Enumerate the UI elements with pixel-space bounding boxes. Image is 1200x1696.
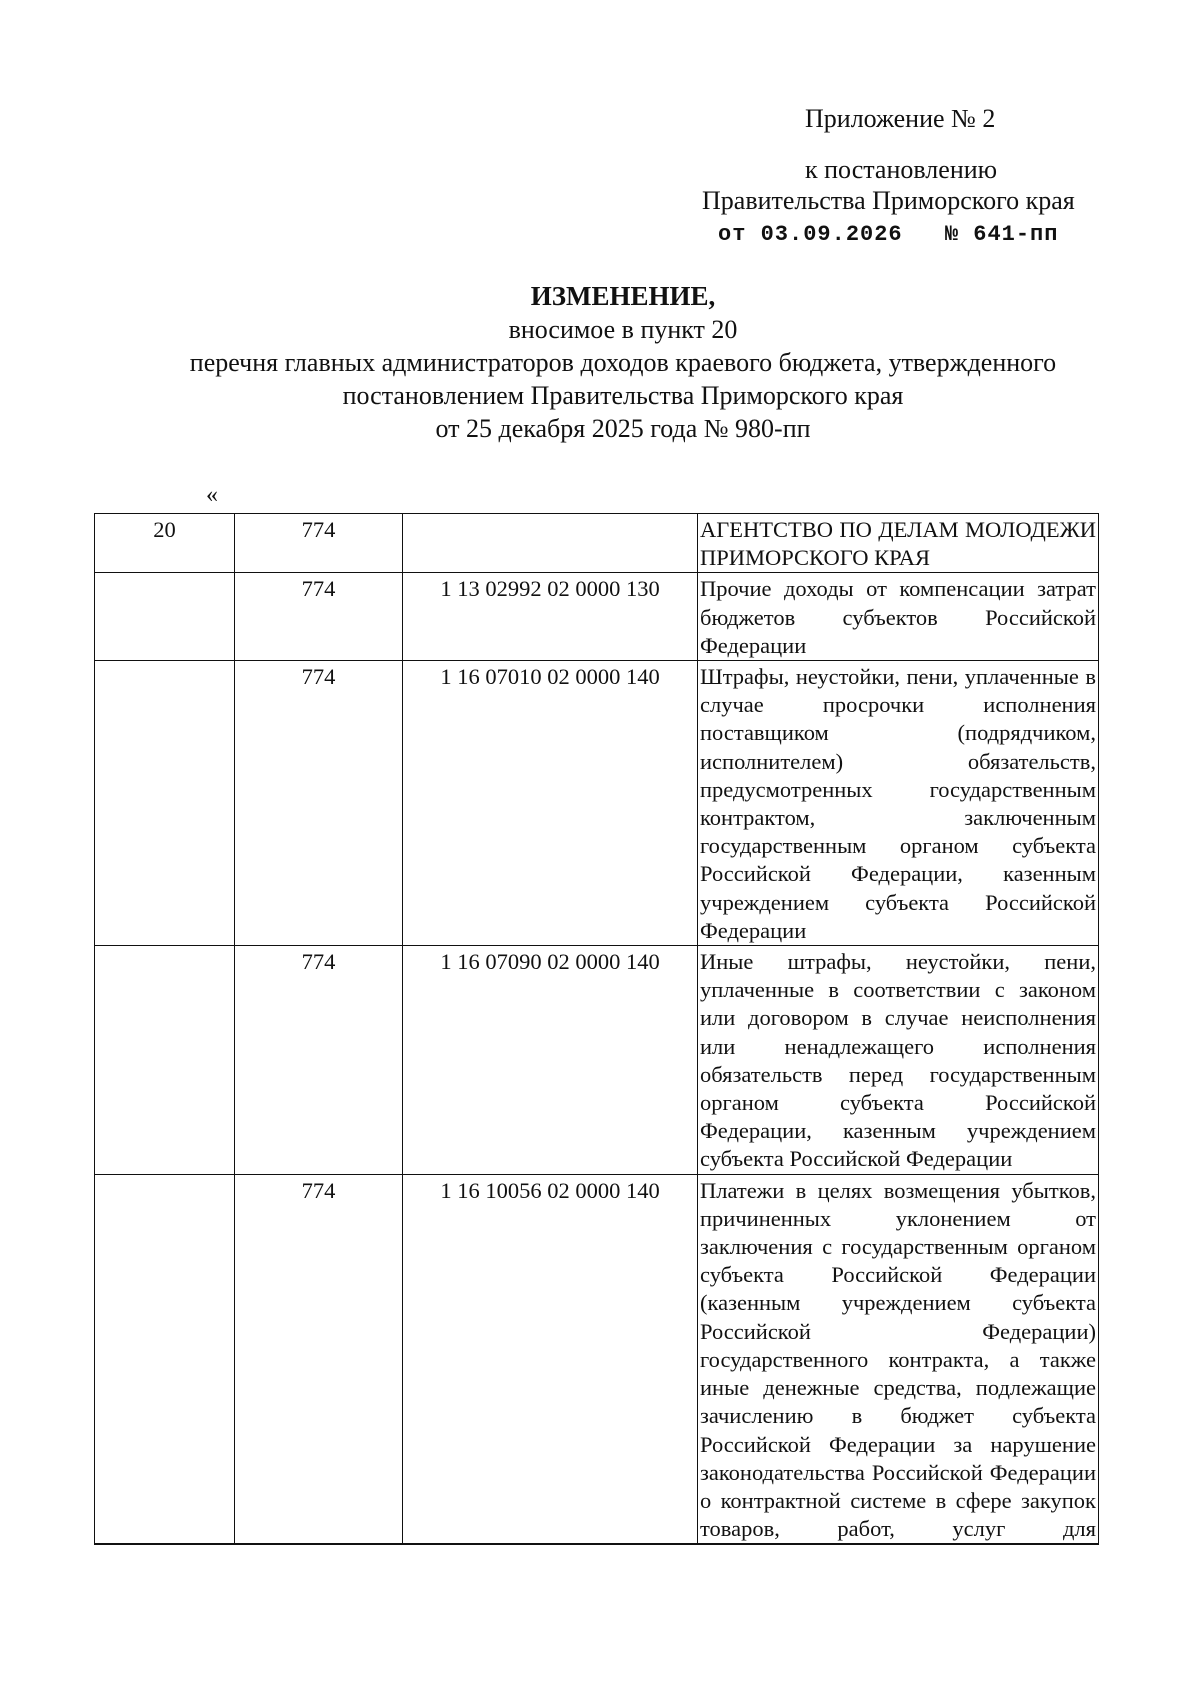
admin-code-cell: 774 — [235, 946, 403, 1175]
row-number-cell: 20 — [95, 514, 235, 573]
admin-code-cell: 774 — [235, 661, 403, 946]
revenue-code-cell: 1 16 10056 02 0000 140 — [403, 1174, 698, 1544]
table-row — [95, 514, 1099, 573]
admin-code-cell: 774 — [235, 1174, 403, 1544]
revenue-name-cell: Штрафы, неустойки, пени, уплаченные в случае просрочки исполнения поставщиком (подрядчиком, исполнителем) обязательств, предусмотренных государственным контрактом, заключенным государственным органом субъекта Российской Федерации, казенным учреждением субъекта Российской Федерации — [698, 661, 1099, 946]
appendix-number: Приложение № 2 — [805, 104, 996, 133]
revenue-name-cell: АГЕНТСТВО ПО ДЕЛАМ МОЛОДЕЖИ ПРИМОРСКОГО КРАЯ — [698, 514, 1099, 573]
table-row — [95, 573, 1099, 661]
table-row — [95, 661, 1099, 946]
admin-code-cell: 774 — [235, 573, 403, 661]
date-prefix: от — [718, 222, 747, 247]
opening-quote: « — [206, 482, 218, 508]
revenue-code-cell: 1 16 07010 02 0000 140 — [403, 661, 698, 946]
revenue-name-cell: Прочие доходы от компенсации затрат бюджетов субъектов Российской Федерации — [698, 573, 1099, 661]
revenue-administrators-table — [94, 513, 1099, 1545]
title-heading: ИЗМЕНЕНИЕ, — [530, 281, 716, 311]
revenue-code-cell: 1 16 07090 02 0000 140 — [403, 946, 698, 1175]
title-line-3: постановлением Правительства Приморского края — [342, 381, 904, 410]
to-resolution-label: к постановлению — [805, 155, 998, 184]
revenue-name-cell: Платежи в целях возмещения убытков, причиненных уклонением от заключения с государственным органом субъекта Российской Федерации (казенным учреждением субъекта Российской Федерации) государственного контракта, а также иные денежные средства, подлежащие зачислению в бюджет субъекта Российской Федерации за нарушение законодательства Российской Федерации о контрактной системе в сфере закупок товаров, работ, услуг для — [698, 1174, 1099, 1544]
revenue-code-cell — [403, 514, 698, 573]
row-number-cell — [95, 661, 235, 946]
title-line-4: от 25 декабря 2025 года № 980-пп — [435, 414, 811, 443]
revenue-code-cell: 1 13 02992 02 0000 130 — [403, 573, 698, 661]
resolution-number: № 641-пп — [944, 222, 1059, 247]
revenue-name-cell: Иные штрафы, неустойки, пени, уплаченные в соответствии с законом или договором в случае неисполнения или ненадлежащего исполнения обязательств перед государственным органом субъекта Российской Федерации, казенным учреждением субъекта Российской Федерации — [698, 946, 1099, 1175]
table-row — [95, 1174, 1099, 1544]
title-line-2: перечня главных администраторов доходов краевого бюджета, утвержденного — [189, 348, 1057, 377]
resolution-date: 03.09.2026 — [760, 222, 903, 247]
document-title — [0, 280, 1200, 445]
table-row — [95, 946, 1099, 1175]
registration-stamp — [718, 222, 1058, 247]
row-number-cell — [95, 946, 235, 1175]
government-name: Правительства Приморского края — [702, 186, 1075, 215]
title-line-1: вносимое в пункт 20 — [508, 315, 738, 344]
row-number-cell — [95, 1174, 235, 1544]
admin-code-cell: 774 — [235, 514, 403, 573]
row-number-cell — [95, 573, 235, 661]
